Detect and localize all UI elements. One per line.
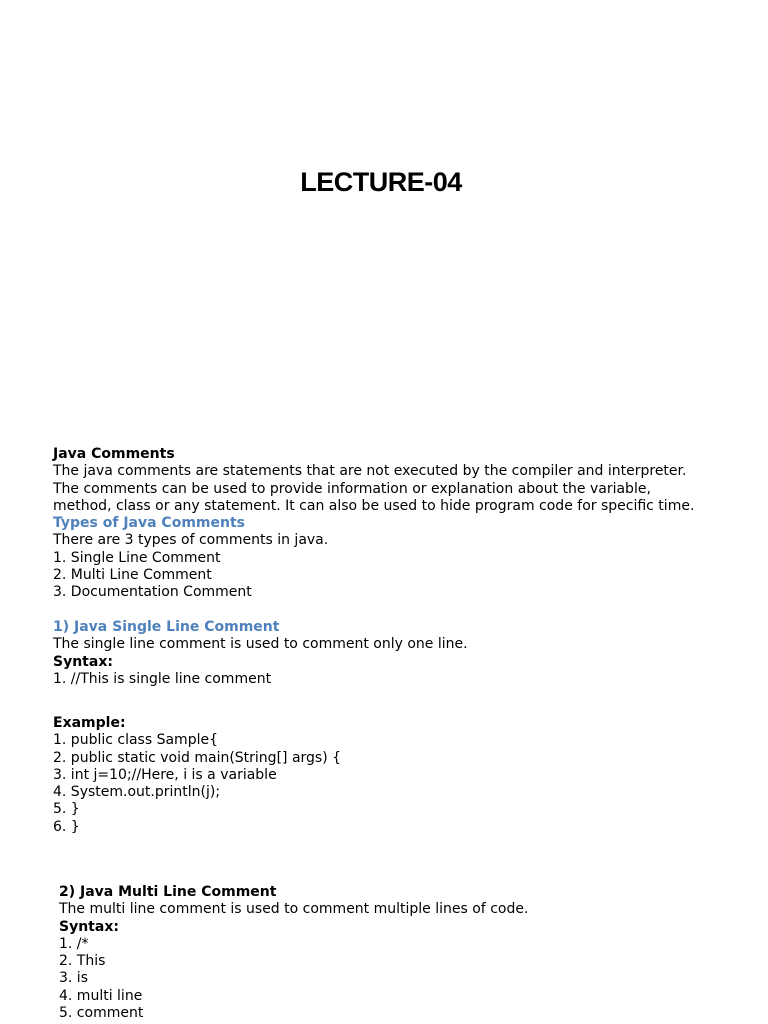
example-label: Example: [53,715,126,731]
types-list-item: 3. Documentation Comment [53,584,252,601]
section-heading-multi-line: 2) Java Multi Line Comment [59,884,277,900]
example-section [53,715,753,836]
syntax-label: Syntax: [53,653,113,670]
page-title: LECTURE-04 [300,167,462,197]
section-heading-java-comments: Java Comments [53,446,175,462]
syntax-line: 1. //This is single line comment [53,670,272,687]
syntax-line: 5. comment [59,1005,144,1022]
types-list-item: 1. Single Line Comment [53,549,221,566]
example-code-line: 5. } [53,801,80,818]
single-line-description: The single line comment is used to comment only one line. [53,636,468,653]
syntax-label: Syntax: [59,918,119,935]
content-section-1 [53,446,753,688]
types-list-item: 2. Multi Line Comment [53,567,212,584]
syntax-line: 3. is [59,970,88,987]
section-heading-types: Types of Java Comments [53,515,245,532]
types-lead: There are 3 types of comments in java. [53,532,329,549]
example-code-line: 6. } [53,818,80,835]
intro-paragraph-line: The java comments are statements that are not executed by the compiler and interpreter. [53,463,687,480]
example-code-line: 3. int j=10;//Here, i is a variable [53,766,277,783]
syntax-line: 4. multi line [59,987,143,1004]
example-code-line: 4. System.out.println(j); [53,784,221,801]
spacer [53,602,753,619]
syntax-line: 2. This [59,953,106,970]
example-code-line: 1. public class Sample{ [53,732,218,749]
intro-paragraph-line: method, class or any statement. It can also be used to hide program code for specific time. [53,497,695,514]
section-heading-single-line: 1) Java Single Line Comment [53,618,280,635]
example-code-line: 2. public static void main(String[] args) { [53,749,342,766]
multi-line-description: The multi line comment is used to comment multiple lines of code. [59,901,529,918]
syntax-line: 1. /* [59,935,89,952]
intro-paragraph-line: The comments can be used to provide information or explanation about the variable, [53,480,651,497]
multi-line-section [59,884,759,1022]
